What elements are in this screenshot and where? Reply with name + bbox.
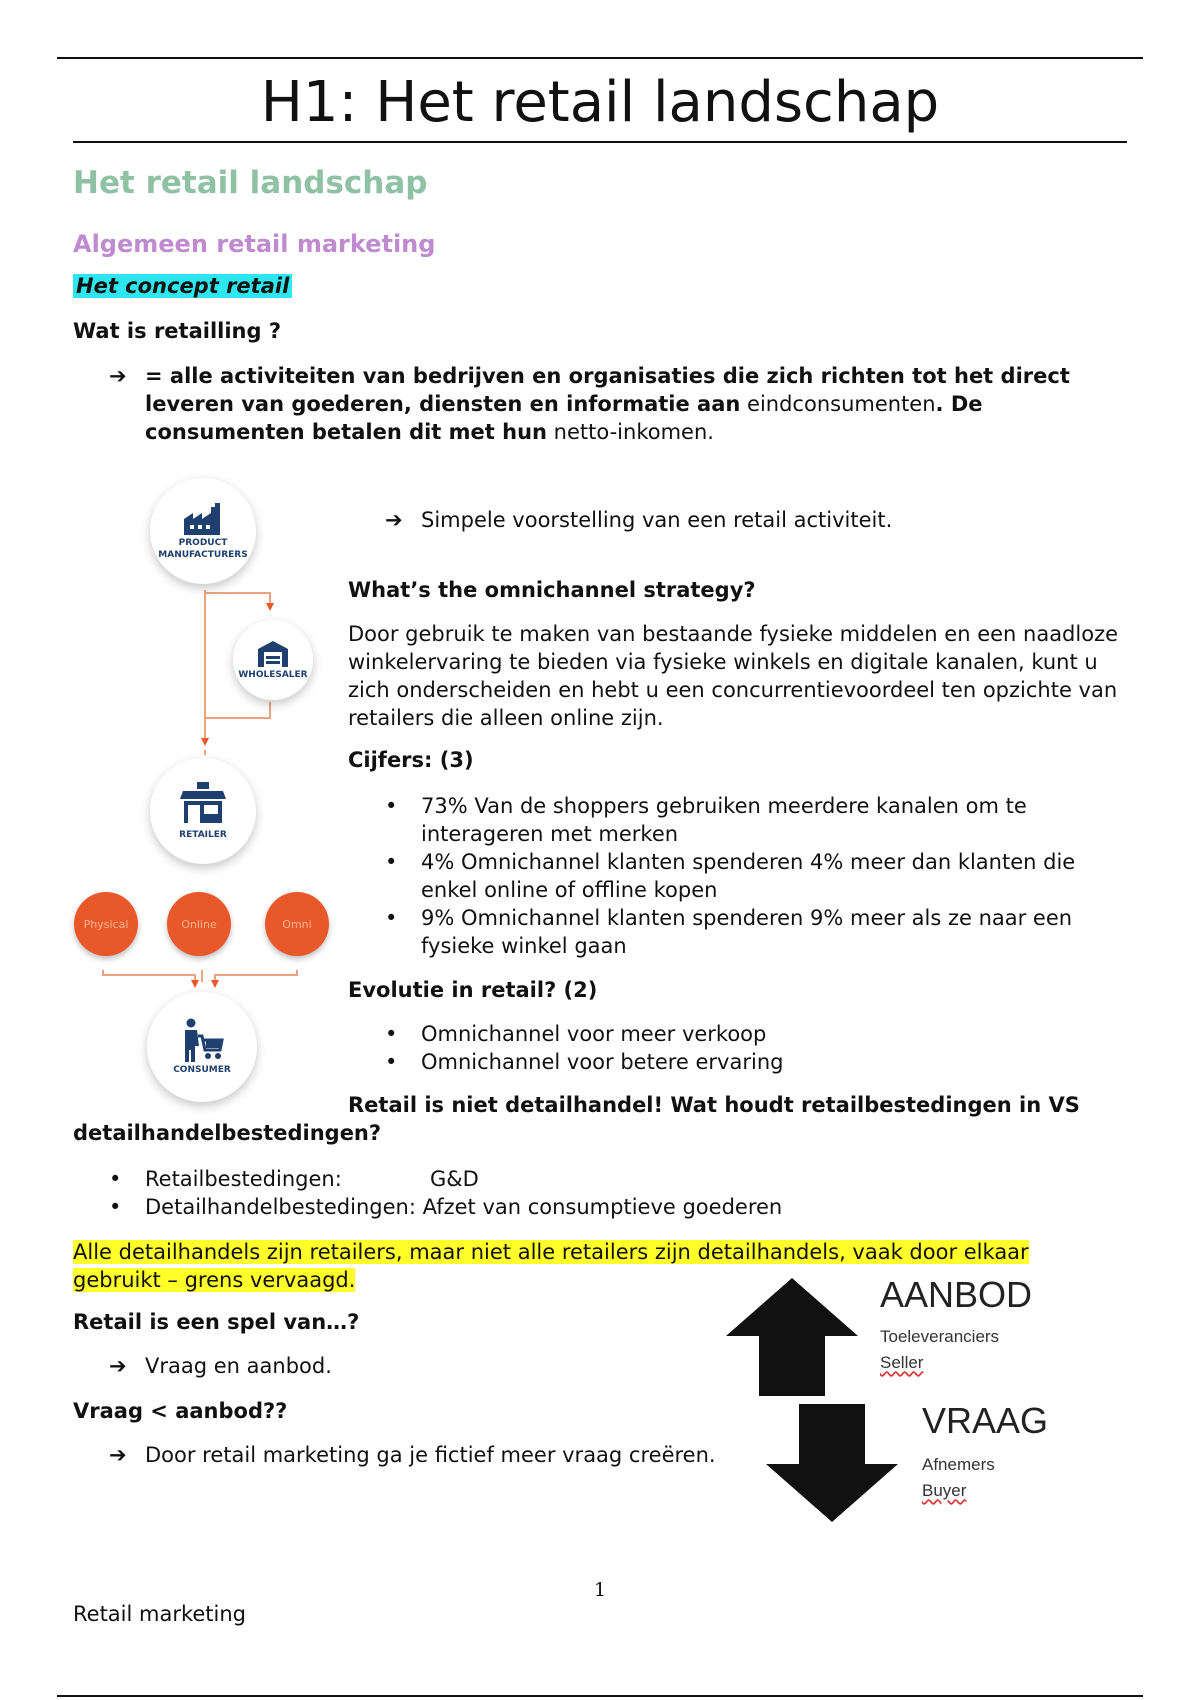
arrow-right-icon: ➔ bbox=[385, 508, 403, 532]
node-wholesaler bbox=[233, 620, 313, 700]
question-evolutie: Evolutie in retail? (2) bbox=[348, 978, 598, 1002]
vraag-sub1: Afnemers bbox=[922, 1455, 995, 1474]
node-manufacturers bbox=[150, 478, 256, 584]
channel-physical: Physical bbox=[74, 892, 138, 956]
arrow-up-icon bbox=[726, 1278, 858, 1398]
question-cijfers: Cijfers: (3) bbox=[348, 748, 474, 772]
channel-omni: Omni bbox=[265, 892, 329, 956]
page-number: 1 bbox=[593, 1579, 607, 1601]
channel-online: Online bbox=[167, 892, 231, 956]
list-item: • 4% Omnichannel klanten spenderen 4% meer dan klanten die enkel online of offline kopen bbox=[421, 848, 1121, 904]
aanbod-sub2: Seller bbox=[880, 1353, 924, 1372]
factory-icon bbox=[182, 501, 224, 537]
arrow-down-icon bbox=[766, 1404, 898, 1524]
footer-course: Retail marketing bbox=[73, 1602, 247, 1626]
label-consumer: CONSUMER bbox=[173, 1065, 231, 1075]
arrow-right-icon: ➔ bbox=[109, 1354, 127, 1378]
answer-vraag-aanbod: ➔ Door retail marketing ga je fictief meer vraag creëren. bbox=[109, 1443, 716, 1467]
store-icon bbox=[180, 781, 226, 825]
list-item: • Omnichannel voor betere ervaring bbox=[421, 1048, 1121, 1076]
question-retail-vs-detailhandel-line1: Retail is niet detailhandel! Wat houdt retailbestedingen in VS bbox=[348, 1093, 1080, 1117]
cijfers-list bbox=[421, 792, 1121, 960]
node-consumer bbox=[147, 992, 257, 1102]
bottom-rule bbox=[57, 1695, 1143, 1697]
answer-spel: ➔ Vraag en aanbod. bbox=[109, 1354, 332, 1378]
diagram-caption: ➔ Simpele voorstelling van een retail activiteit. bbox=[385, 508, 893, 532]
supply-demand-figure bbox=[720, 1270, 1080, 1530]
question-retail-vs-detailhandel-line2: detailhandelbestedingen? bbox=[73, 1121, 382, 1145]
arrow-right-icon: ➔ bbox=[109, 1443, 127, 1467]
warehouse-icon bbox=[256, 639, 290, 669]
retail-diagram bbox=[65, 470, 335, 1090]
question-retailling: Wat is retailling ? bbox=[73, 319, 282, 343]
definition-paragraph: ➔ = alle activiteiten van bedrijven en organisaties die zich richten tot het direct leveren van goederen, diensten en informatie aan eindconsumenten. De consumenten betalen dit met hun netto-inkomen. bbox=[109, 364, 1070, 444]
omnichannel-text: Door gebruik te maken van bestaande fysieke middelen en een naadloze winkelervaring te bieden via fysieke winkels en digitale kanalen, kunt u zich onderscheiden en hebt u een concurrentievoordeel ten opzichte van retailers die alleen online zijn. bbox=[348, 622, 1119, 730]
vraag-sub2: Buyer bbox=[922, 1481, 967, 1500]
list-item: • 9% Omnichannel klanten spenderen 9% meer als ze naar een fysieke winkel gaan bbox=[421, 904, 1121, 960]
list-item: • Retailbestedingen: G&D bbox=[145, 1165, 1045, 1193]
arrow-right-icon: ➔ bbox=[109, 364, 127, 388]
heading-2: Algemeen retail marketing bbox=[73, 230, 436, 258]
highlighted-note: Alle detailhandels zijn retailers, maar niet alle retailers zijn detailhandels, vaak door elkaar gebruikt – grens vervaagd. bbox=[73, 1240, 1029, 1292]
page-title: H1: Het retail landschap bbox=[260, 70, 940, 135]
aanbod-label: AANBOD bbox=[880, 1274, 1033, 1315]
question-vraag-aanbod: Vraag < aanbod?? bbox=[73, 1399, 288, 1423]
top-rule bbox=[57, 57, 1143, 59]
label-wholesaler: WHOLESALER bbox=[238, 670, 308, 680]
evolutie-list bbox=[421, 1020, 1121, 1076]
heading-1: Het retail landschap bbox=[73, 165, 428, 201]
shopper-cart-icon bbox=[180, 1018, 224, 1064]
aanbod-sub1: Toeleveranciers bbox=[880, 1327, 1000, 1346]
title-underline bbox=[73, 141, 1127, 143]
list-item: • 73% Van de shoppers gebruiken meerdere kanalen om te interageren met merken bbox=[421, 792, 1121, 848]
list-item: • Detailhandelbestedingen: Afzet van consumptieve goederen bbox=[145, 1193, 1045, 1221]
label-retailer: RETAILER bbox=[179, 830, 227, 840]
heading-3: Het concept retail bbox=[73, 274, 292, 298]
vraag-label: VRAAG bbox=[922, 1400, 1049, 1441]
label-manufacturers: PRODUCT MANUFACTURERS bbox=[158, 538, 248, 560]
bestedingen-list bbox=[145, 1165, 1045, 1221]
node-retailer bbox=[150, 758, 256, 864]
list-item: • Omnichannel voor meer verkoop bbox=[421, 1020, 1121, 1048]
question-spel: Retail is een spel van…? bbox=[73, 1310, 360, 1334]
question-omnichannel: What’s the omnichannel strategy? bbox=[348, 578, 756, 602]
